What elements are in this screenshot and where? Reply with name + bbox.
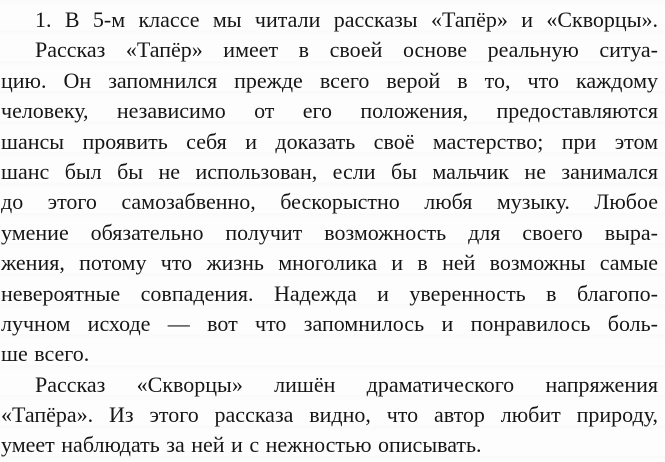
text-line: лучном исходе — вот что запомнилось и понравилось боль- [1, 310, 658, 336]
text-line: жения, потому что жизнь многолика и в ней возможны самые [1, 250, 658, 276]
text-line: Рассказ «Тапёр» имеет в своей основе реальную ситуа- [35, 37, 658, 63]
text-line: цию. Он запомнился прежде всего верой в то, что каждому [1, 67, 658, 93]
text-line: ше всего. [1, 341, 90, 367]
text-line: умение обязательно получит возможность для своего выра- [1, 219, 658, 245]
text-line: до этого самозабвенно, бескорыстно любя музыку. Любое [1, 189, 658, 215]
text-line: невероятные совпадения. Надежда и уверенность в благопо- [1, 280, 658, 306]
text-line: человеку, независимо от его положения, предоставляются [1, 98, 658, 124]
text-line: Рассказ «Скворцы» лишён драматического напряжения [35, 371, 658, 397]
text-line: шансы проявить себя и доказать своё мастерство; при этом [1, 128, 658, 154]
text-line: 1. В 5-м классе мы читали рассказы «Тапёр» и «Скворцы». [35, 7, 658, 32]
text-line: умеет наблюдать за ней и с нежностью описывать. [1, 432, 482, 458]
text-line: шанс был бы не использован, если бы мальчик не занимался [1, 158, 658, 184]
text-line: «Тапёра». Из этого рассказа видно, что автор любит природу, [1, 402, 658, 428]
